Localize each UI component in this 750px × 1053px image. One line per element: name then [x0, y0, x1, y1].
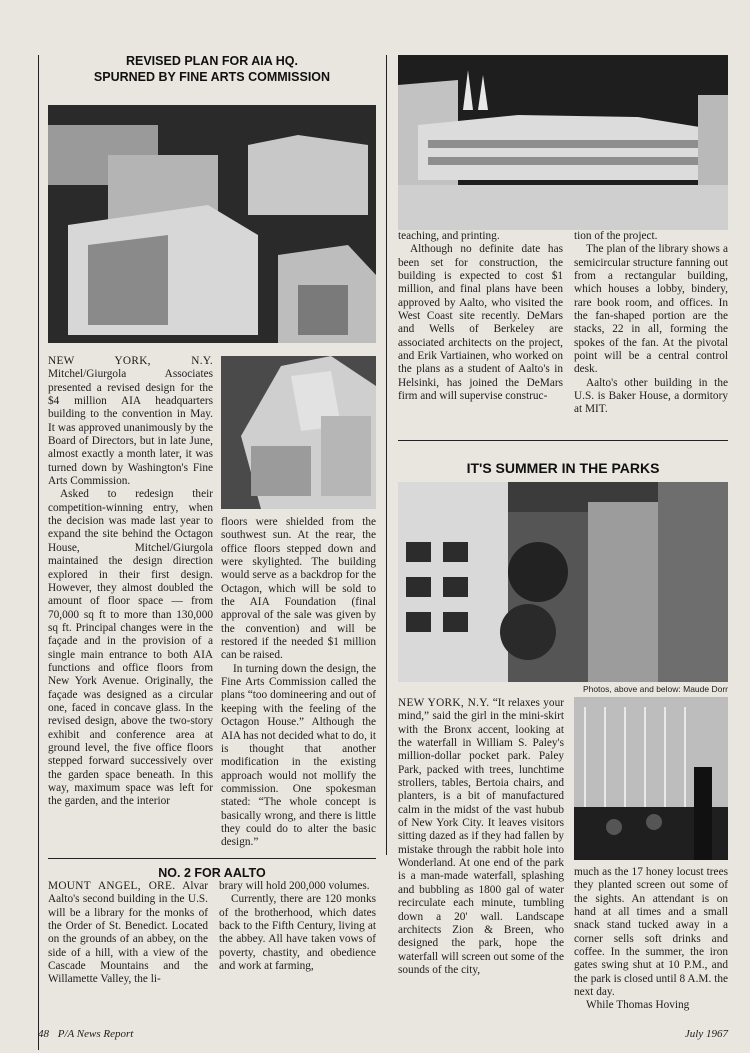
- article2-col3: [398, 230, 563, 403]
- article3-col2-para2: While Thomas Hoving: [586, 999, 690, 1012]
- article1-headline: [48, 53, 376, 85]
- paley-park-aerial-photo: [398, 482, 728, 682]
- article2-col4: [574, 230, 728, 417]
- article1-dateline: NEW YORK, N.Y.: [48, 355, 213, 367]
- article2-col2-para2: Currently, there are 120 monks of the brotherhood, which dates back to the Fifth Century, living at the abbey. All have taken vows of poverty, chastity, and obedience and work at farming,: [219, 893, 376, 973]
- article3-col2-para1: much as the 17 honey locust trees they planted screen out some of the sights. An attendant is on hand at all times and a small snack stand tucked away in a corner sells soft drinks and coffee. In the summer, the iron gates swing shut at 10 P.M., and the park is closed until 8 A.M. the next day.: [574, 866, 728, 999]
- article3-col1-para1: [398, 697, 564, 977]
- center-column-rule: [386, 55, 387, 855]
- article1-headline-line1: REVISED PLAN FOR AIA HQ.: [125, 54, 298, 68]
- article1-headline-line2: SPURNED BY FINE ARTS COMMISSION: [93, 70, 331, 84]
- article2-col4-para1: tion of the project.: [574, 230, 658, 242]
- article2-col4-para3: Aalto's other building in the U.S. is Baker House, a dormitory at MIT.: [574, 376, 728, 416]
- article-divider-right: [398, 440, 728, 441]
- article2-headline: NO. 2 FOR AALTO: [158, 866, 266, 880]
- article3-dateline: NEW YORK, N.Y.: [398, 697, 490, 709]
- article3-col1: [398, 697, 564, 977]
- article2-col1-text1: Alvar Aalto's second building in the U.S. will be a library for the monks of the Order of St. Benedict. Located on the grounds of an abbey, on the side of a hill, with a view of the Cascade Mountains and the Willamette Valley, the li-: [48, 880, 208, 986]
- aalto-library-model-photo: [398, 55, 728, 230]
- publication-name: P/A News Report: [57, 1028, 134, 1040]
- article2-col1-para1: [48, 880, 208, 987]
- article3-col2: [574, 866, 728, 1013]
- article1-col1: [48, 355, 213, 809]
- article2-col4-para2: The plan of the library shows a semicircular structure fanning out from a rectangular building, which houses a lobby, bindery, rare book room, and offices. In the fan-shaped portion are the stacks, 22 in all, forming the spokes of the fan. At the pivotal point will be a central control desk.: [574, 243, 728, 376]
- article2-dateline: MOUNT ANGEL, ORE.: [48, 880, 176, 892]
- article1-col2: [221, 516, 376, 850]
- article2-col3-para1: teaching, and printing.: [398, 230, 500, 242]
- article3-col1-text1: “It relaxes your mind,” said the girl in the mini-skirt with the Bronx accent, looking at the waterfall in William S. Paley's million-dollar pocket park. Paley Park, packed with trees, lunchtime strollers, tables, Bertoia chairs, and planters, is a bit of manufactured calm in the midst of the vast hubub of New York City. It leaves visitors sitting dazed as if they had fallen by mistake through the rabbit hole into Wonderland. At one end of the park is a man-made waterfall, splashing and bubbling as 1800 gal of water recirculate each minute, tumbling down a 20' wall. Landscape architects Zion & Breen, who designed the park, hope the waterfall will screen out some of the sounds of the city,: [398, 697, 564, 976]
- article1-col2-para1: floors were shielded from the southwest sun. At the rear, the office floors stepped down and were skylighted. The building would serve as a backdrop for the Octagon, which will be sold to the AIA Foundation (final approval of the sale was given by the convention) and will be restored if the needed $1 million can be raised.: [221, 516, 376, 662]
- aia-model-photo-large: [48, 105, 376, 343]
- article-divider: [48, 858, 376, 859]
- article1-col2-para2: In turning down the design, the Fine Arts Commission called the plans “too domineering and out of keeping with the feeling of the Octagon House.” Although the AIA has not decided what to do, it is thought that another modification in the existing approach would not mollify the commission. One spokesman stated: “The whole concept is basically wrong, and there is little they could do to alter the basic design.”: [221, 662, 376, 849]
- paley-park-waterfall-photo: [574, 697, 728, 860]
- article3-headline: IT'S SUMMER IN THE PARKS: [466, 460, 660, 476]
- article1-col1-text1: Mitchel/Giurgola Associates presented a revised design for the $4 million AIA headquarters building to the convention in May. It was approved unanimously by the Board of Directors, but in late June, almost exactly a month later, it was turned down by Washington's Fine Arts Commission.: [48, 368, 213, 488]
- photo-credit: Photos, above and below: Maude Dorr: [582, 684, 728, 694]
- article2-col2-para1: brary will hold 200,000 volumes.: [219, 880, 370, 892]
- page-number: 48: [38, 1028, 49, 1040]
- left-margin-rule: [38, 55, 39, 1050]
- article1-col1-para1: [48, 355, 213, 488]
- page-footer-left: [38, 1028, 238, 1040]
- aia-model-photo-small: [221, 356, 376, 509]
- issue-date: July 1967: [684, 1028, 728, 1040]
- article2-col2: [219, 880, 376, 973]
- article2-col3-para2: Although no definite date has been set for construction, the building is expected to cost $1 million, and final plans have been approved by Aalto, who visited the West Coast site recently. DeMars and Wells of Berkeley are associated architects on the project, and Erik Vartiainen, who worked on the plans as a student of Aalto's in Helsinki, has joined the DeMars firm and will supervise construc-: [398, 243, 563, 403]
- article1-col1-para2: Asked to redesign their competition-winning entry, when the decision was made last year to expand the site behind the Octagon House, Mitchel/Giurgola maintained the design direction explored in their first design. However, they almost doubled the amount of floor space — from 70,000 sq ft to more than 130,000 sq ft. Principal changes were in the façade and in the provision of a single main entrance to both AIA functions and office floors from New York Avenue. Originally, the façade was designed as a circular one, faced in concave glass. In the revised design, above the two-story exhibit and conference area at ground level, the five office floors stepped forward successively over the garden space beneath. In this way, maximum space was left for the garden, and the interior: [48, 488, 213, 808]
- article2-col1: [48, 880, 208, 987]
